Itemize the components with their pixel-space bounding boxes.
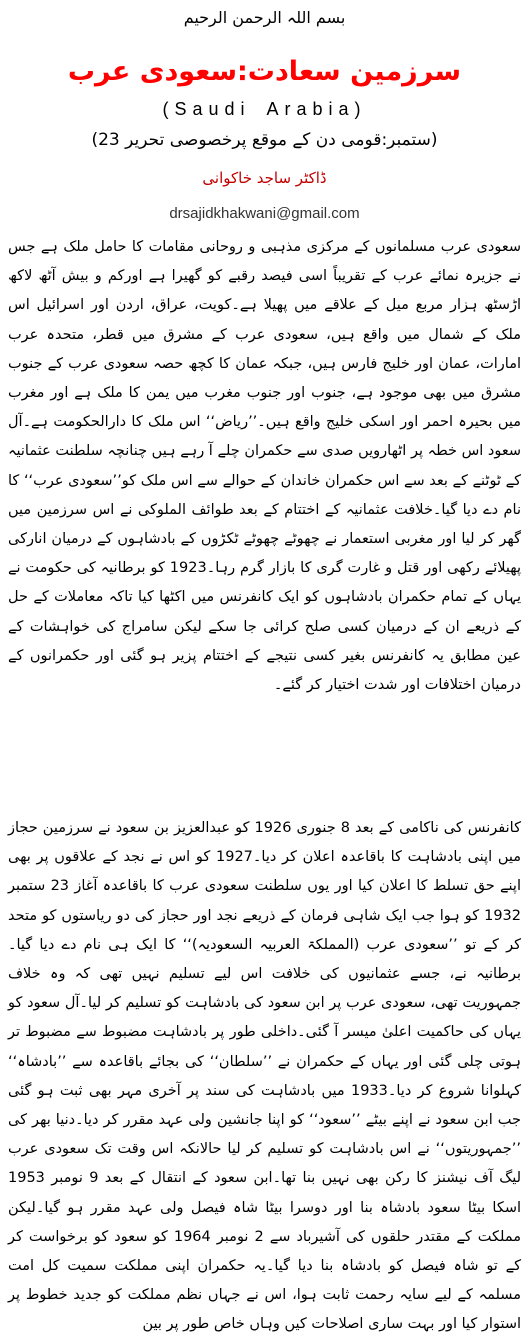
english-subtitle: (Saudi Arabia): [162, 99, 367, 119]
article-title: سرزمین سعادت:سعودی عرب: [67, 56, 462, 87]
body-paragraph-1: سعودی عرب مسلمانوں کے مرکزی مذہبی و روحانی مقامات کا حامل ملک ہے جس نے جزیرہ نمائے عرب کے تقریباً اسی فیصد رقبے کو گھیرا ہے اورکم و بیش آٹھ لاکھ اڑسٹھ ہزار مربع میل کے علاقے میں پھیلا ہے۔کویت، عراق، اردن اور اسرائیل اس ملک کے شمال میں واقع ہیں، سعودی عرب کے مشرق میں قطر، متحدہ عرب امارات، عمان اور خلیج فارس ہیں، جبکہ عمان کا کچھ حصہ سعودی عرب کے جنوب مشرق میں بھی موجود ہے، جنوب اور جنوب مغرب میں یمن کا ملک ہے اور مغرب میں بحیرہ احمر اور اسکی خلیج واقع ہیں۔’’ریاض‘‘ اس ملک کا دارالحکومت ہے۔آل سعود اس خطہ پر اٹھارویں صدی سے حکمران چلے آ رہے ہیں چنانچہ سلطنت عثمانیہ کے ٹوٹنے کے بعد سے اس حکمران خاندان کے حوالے سے اس ملک کو’’سعودی عرب‘‘ کا نام دے دیا گیا۔خلافت عثمانیہ کے اختتام کے بعد طوائف الملوکی نے اس سرزمین میں گھر کر لیا اور مغربی استعمار نے چھوٹے چھوٹے ٹکڑوں کے بادشاہوں کے درمیان انارکی پھیلائے رکھی اور قتل و غارت گری کا بازار گرم رہا۔1923 کو برطانیہ کی حکومت نے یہاں کے تمام حکمران بادشاہوں کو ایک کانفرنس میں اکٹھا کیا تاکہ معاملات کے حل کے ذریعے ان کے درمیان کسی صلح کرائی جا سکے لیکن سامراج کی خواہشات کے عین مطابق یہ کانفرنس بغیر کسی نتیجے کے اختتام پزیر ہو گئی اور حکمرانوں کے درمیان اختلافات اور شدت اختیار کر گئے۔: [8, 239, 521, 694]
body-paragraph-2: کانفرنس کی ناکامی کے بعد 8 جنوری 1926 کو عبدالعزیز بن سعود نے سرزمین حجاز میں اپنی بادشاہت کا باقاعدہ اعلان کر دیا۔1927 کو اس نے نجد کے علاقوں پر بھی اپنے حق تسلط کا اعلان کیا اور یوں سلطنت سعودی عرب کا باقاعدہ آغاز 23 ستمبر 1932 کو ہوا جب ایک شاہی فرمان کے ذریعے نجد اور حجاز کی دو ریاستوں کو متحد کر کے تو ’’سعودی عرب (المملکۃ العربیہ السعودیہ)‘‘ کا ایک ہی نام دے دیا گیا۔برطانیہ نے، جسے عثمانیوں کی خلافت اس لیے تسلیم نہیں تھی کہ وہ خلاف جمہوریت تھی، سعودی عرب پر ابن سعود کی بادشاہت کو تسلیم کر لیا۔آل سعود کو یہاں کی حاکمیت اعلیٰ میسر آ گئی۔داخلی طور پر بادشاہت مضبوط سے مضبوط تر ہوتی چلی گئی اور یہاں کے حکمران نے ’’سلطان‘‘ کی بجائے باقاعدہ سے ’’بادشاہ‘‘ کہلوانا شروع کر دیا۔1933 میں بادشاہت کی سند پر آخری مہر بھی ثبت ہو گئی جب ابن سعود نے اپنے بیٹے ’’سعود‘‘ کو اپنا جانشین ولی عہد مقرر کر دیا۔دنیا بھر کی ’’جمہوریتوں‘‘ نے اس بادشاہت کو تسلیم کر لیا حالانکہ اس وقت تک سعودی عرب لیگ آف نیشنز کا رکن بھی نہیں بنا تھا۔ابن سعود کے انتقال کے بعد 9 نومبر 1953 اسکا بیٹا سعود بادشاہ بنا اور دوسرا بیٹا شاہ فیصل ولی عہد مقرر ہو گیا۔لیکن مملکت کے مقتدر حلقوں کی آشیرباد سے 2 نومبر 1964 کو سعود کو برخواست کر کے تو شاہ فیصل کو بادشاہ بنا دیا گیا۔یہ حکمران اپنی مملکت سمیت کل امت مسلمہ کے لیے سایہ رحمت ثابت ہوا، اس نے جہاں نظم مملکت کو جدید خطوط پر استوار کیا اور بہت ساری اصلاحات کیں وہاں خاص طور پر بین: [8, 820, 522, 1333]
author-name: ڈاکٹر ساجد خاکوانی: [202, 169, 327, 187]
occasion-subtitle: (23 ستمبر:قومی دن کے موقع پرخصوصی تحریر): [91, 130, 438, 150]
bismillah-heading: بسم اللہ الرحمن الرحیم: [183, 8, 346, 27]
author-email: drsajidkhakwani@gmail.com: [169, 205, 360, 222]
